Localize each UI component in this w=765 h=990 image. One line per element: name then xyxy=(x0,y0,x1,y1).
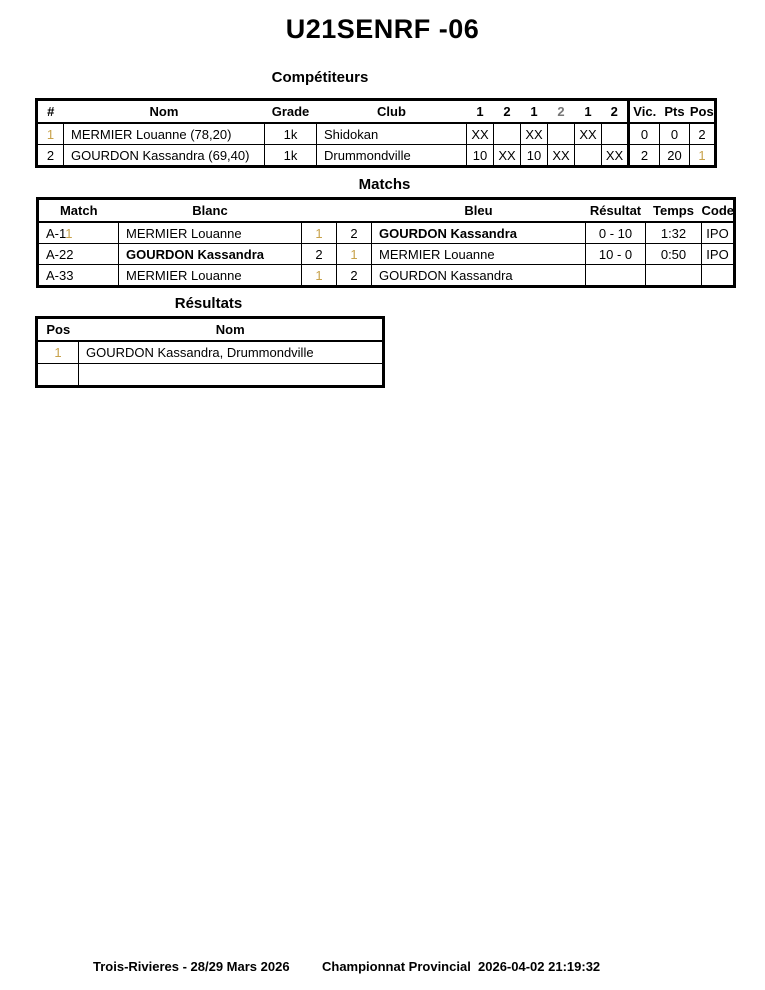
header-round-1: 1 xyxy=(467,100,494,124)
header-nom: Nom xyxy=(64,100,265,124)
result-position-cell xyxy=(37,364,79,387)
bleu-name-cell: MERMIER Louanne xyxy=(372,244,586,265)
matches-table xyxy=(36,197,736,288)
result-row xyxy=(37,364,384,387)
code-cell: IPO xyxy=(702,222,735,244)
page-title: U21SENRF -06 xyxy=(285,14,480,44)
competitor-row xyxy=(37,145,716,167)
match-row xyxy=(38,222,735,244)
score-cell: XX xyxy=(521,123,548,145)
header-vic: Vic. xyxy=(629,100,660,124)
header-bleu: Bleu xyxy=(372,199,586,223)
code-cell: IPO xyxy=(702,244,735,265)
header-match: Match xyxy=(38,199,119,223)
time-cell: 1:32 xyxy=(646,222,702,244)
header-code: Code xyxy=(702,199,735,223)
result-name-cell: GOURDON Kassandra, Drummondville xyxy=(79,341,384,364)
header-pos: Pos xyxy=(690,100,716,124)
score-cell xyxy=(575,145,602,167)
points-cell: 20 xyxy=(660,145,690,167)
points-cell: 0 xyxy=(660,123,690,145)
header-round-5: 1 xyxy=(575,100,602,124)
score-cell: 10 xyxy=(521,145,548,167)
competitor-row xyxy=(37,123,716,145)
competitor-club: Drummondville xyxy=(317,145,467,167)
code-cell xyxy=(702,265,735,287)
bleu-number-cell: 2 xyxy=(337,222,372,244)
match-id: A-33 xyxy=(46,267,74,283)
bleu-name-cell: GOURDON Kassandra xyxy=(372,222,586,244)
match-id-cell xyxy=(38,265,119,287)
matches-section-title: Matchs xyxy=(358,176,411,193)
blanc-number-cell: 1 xyxy=(302,222,337,244)
blanc-name-cell: MERMIER Louanne xyxy=(119,222,302,244)
blanc-number-cell: 2 xyxy=(302,244,337,265)
position-cell: 2 xyxy=(690,123,716,145)
footer-print-timestamp: 2026-04-02 21:19:32 xyxy=(478,959,601,974)
competitor-number: 1 xyxy=(37,123,64,145)
header-resultat: Résultat xyxy=(586,199,646,223)
result-row xyxy=(37,341,384,364)
competitors-table xyxy=(35,98,717,168)
result-cell: 10 - 0 xyxy=(586,244,646,265)
competitor-name: MERMIER Louanne (78,20) xyxy=(64,123,265,145)
blanc-name-cell: MERMIER Louanne xyxy=(119,265,302,287)
bleu-number-cell: 1 xyxy=(337,244,372,265)
competitor-name: GOURDON Kassandra (69,40) xyxy=(64,145,265,167)
time-cell xyxy=(646,265,702,287)
time-cell: 0:50 xyxy=(646,244,702,265)
header-pts: Pts xyxy=(660,100,690,124)
score-cell: XX xyxy=(467,123,494,145)
result-cell: 0 - 10 xyxy=(586,222,646,244)
competitors-header-row xyxy=(37,100,716,124)
matches-header-row xyxy=(38,199,735,223)
competitor-grade: 1k xyxy=(265,145,317,167)
victories-cell: 0 xyxy=(629,123,660,145)
victories-cell: 2 xyxy=(629,145,660,167)
header-club: Club xyxy=(317,100,467,124)
blanc-number-cell: 1 xyxy=(302,265,337,287)
competitor-grade: 1k xyxy=(265,123,317,145)
competitor-club: Shidokan xyxy=(317,123,467,145)
blanc-name-cell: GOURDON Kassandra xyxy=(119,244,302,265)
header-temps: Temps xyxy=(646,199,702,223)
results-header-row xyxy=(37,318,384,342)
score-cell xyxy=(602,123,629,145)
score-cell xyxy=(494,123,521,145)
header-round-6: 2 xyxy=(602,100,629,124)
header-bleu-num xyxy=(337,199,372,223)
match-row xyxy=(38,244,735,265)
position-cell: 1 xyxy=(690,145,716,167)
result-position-cell: 1 xyxy=(37,341,79,364)
header-grade: Grade xyxy=(265,100,317,124)
header-pos: Pos xyxy=(37,318,79,342)
match-id: A-1 xyxy=(46,225,66,241)
score-cell: 10 xyxy=(467,145,494,167)
results-section-title: Résultats xyxy=(174,295,243,312)
bleu-name-cell: GOURDON Kassandra xyxy=(372,265,586,287)
header-blanc: Blanc xyxy=(119,199,302,223)
match-id-suffix: 1 xyxy=(65,225,73,241)
footer-event-name: Championnat Provincial xyxy=(322,959,471,974)
header-blanc-num xyxy=(302,199,337,223)
match-row xyxy=(38,265,735,287)
match-id: A-22 xyxy=(46,246,74,262)
result-name-cell xyxy=(79,364,384,387)
bleu-number-cell: 2 xyxy=(337,265,372,287)
result-cell xyxy=(586,265,646,287)
header-round-2: 2 xyxy=(494,100,521,124)
match-id-cell xyxy=(38,222,119,244)
results-table xyxy=(35,316,385,388)
footer-location-date: Trois-Rivieres - 28/29 Mars 2026 xyxy=(93,959,290,974)
score-cell: XX xyxy=(602,145,629,167)
score-cell: XX xyxy=(575,123,602,145)
score-cell xyxy=(548,123,575,145)
header-round-3: 1 xyxy=(521,100,548,124)
score-cell: XX xyxy=(548,145,575,167)
competitors-section-title: Compétiteurs xyxy=(271,69,369,86)
match-id-cell xyxy=(38,244,119,265)
header-round-4: 2 xyxy=(548,100,575,124)
score-cell: XX xyxy=(494,145,521,167)
competitor-number: 2 xyxy=(37,145,64,167)
header-nom: Nom xyxy=(79,318,384,342)
header-num: # xyxy=(37,100,64,124)
